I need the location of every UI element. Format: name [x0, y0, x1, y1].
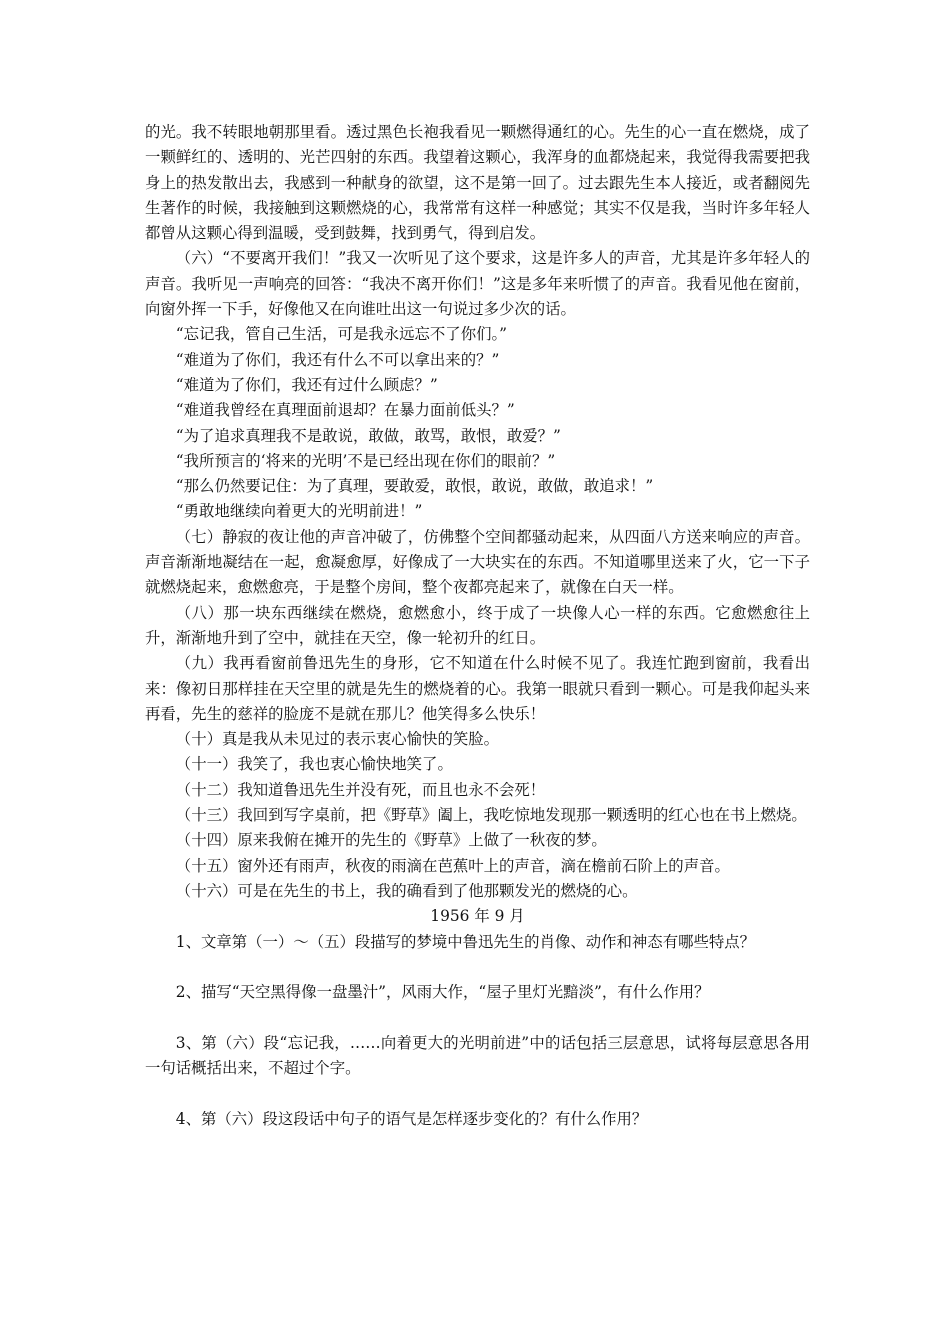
quote-line: “忘记我，管自己生活，可是我永远忘不了你们。” — [175, 325, 508, 344]
question-3: 3、第（六）段“忘记我，……向着更大的光明前进”中的话包括三层意思，试将每层意思各用一句话概括出来，不超过个字。 — [145, 1033, 810, 1077]
paragraph-11: （十一）我笑了，我也衷心愉快地笑了。 — [175, 755, 453, 774]
paragraph-continuation: 的光。我不转眼地朝那里看。透过黑色长袍我看见一颗燃得通红的心。先生的心一直在燃烧，成了一颗鲜红的、透明的、光芒四射的东西。我望着这颗心，我浑身的血都烧起来，我觉得我需要把我身上的热发散出去，我感到一种献身的欲望，这不是第一回了。过去跟先生本人接近，或者翻阅先生著作的时候，我接触到这颗燃烧的心，我常常有这样一种感觉；其实不仅是我，当时许多年轻人都曾从这颗心得到温暖，受到鼓舞，找到勇气，得到启发。 — [145, 123, 810, 243]
paragraph-7: （七）静寂的夜让他的声音冲破了，仿佛整个空间都骚动起来，从四面八方送来响应的声音。声音渐渐地凝结在一起，愈凝愈厚，好像成了一大块实在的东西。不知道哪里送来了火，它一下子就燃烧起来，愈燃愈亮，于是整个房间，整个夜都亮起来了，就像在白天一样。 — [145, 527, 810, 597]
paragraph-9: （九）我再看窗前鲁迅先生的身形，它不知道在什么时候不见了。我连忙跑到窗前，我看出来：像初日那样挂在天空里的就是先生的燃烧着的心。我第一眼就只看到一颗心。可是我仰起头来再看，先生的慈祥的脸庞不是就在那儿？他笑得多么快乐！ — [145, 654, 810, 723]
quote-line: “难道我曾经在真理面前退却？在暴力面前低头？” — [175, 401, 515, 420]
question-1: 1、文章第（一）～（五）段描写的梦境中鲁迅先生的肖像、动作和神态有哪些特点？ — [175, 932, 756, 951]
quote-line: “难道为了你们，我还有过什么顾虑？” — [175, 375, 438, 394]
paragraph-15: （十五）窗外还有雨声，秋夜的雨滴在芭蕉叶上的声音，滴在檐前石阶上的声音。 — [175, 856, 730, 875]
paragraph-10: （十）真是我从未见过的表示衷心愉快的笑脸。 — [175, 730, 500, 749]
paragraph-14: （十四）原来我俯在摊开的先生的《野草》上做了一秋夜的梦。 — [175, 831, 607, 850]
paragraph-12: （十二）我知道鲁迅先生并没有死，而且也永不会死！ — [175, 780, 546, 799]
date-line: 1956 年 9 月 — [430, 907, 525, 926]
paragraph-8: （八）那一块东西继续在燃烧，愈燃愈小，终于成了一块像人心一样的东西。它愈燃愈往上升，渐渐地升到了空中，就挂在天空，像一轮初升的红日。 — [145, 603, 810, 647]
question-2: 2、描写“天空黑得像一盘墨汁”，风雨大作，“屋子里灯光黯淡”，有什么作用？ — [175, 983, 710, 1002]
quote-line: “为了追求真理我不是敢说，敢做，敢骂，敢恨，敢爱？” — [175, 426, 561, 445]
paragraph-13: （十三）我回到写字桌前，把《野草》阖上，我吃惊地发现那一颗透明的红心也在书上燃烧。 — [175, 806, 807, 825]
quote-line: “我所预言的‘将来的光明’不是已经出现在你们的眼前？” — [175, 451, 556, 470]
quote-line: “勇敢地继续向着更大的光明前进！” — [175, 502, 423, 521]
question-4: 4、第（六）段这段话中句子的语气是怎样逐步变化的？有什么作用？ — [175, 1109, 648, 1128]
quote-line: “那么仍然要记住：为了真理，要敢爱，敢恨，敢说，敢做，敢追求！” — [175, 477, 654, 496]
article-body — [145, 120, 810, 1157]
quote-line: “难道为了你们，我还有什么不可以拿出来的？” — [175, 350, 500, 369]
paragraph-6: （六）“不要离开我们！”我又一次听见了这个要求，这是许多人的声音，尤其是许多年轻人的声音。我听见一声响亮的回答：“我决不离开你们！”这是多年来听惯了的声音。我看见他在窗前，向窗外挥一下手，好像他又在向谁吐出这一句说过多少次的话。 — [145, 249, 810, 319]
paragraph-16: （十六）可是在先生的书上，我的确看到了他那颗发光的燃烧的心。 — [175, 881, 638, 900]
